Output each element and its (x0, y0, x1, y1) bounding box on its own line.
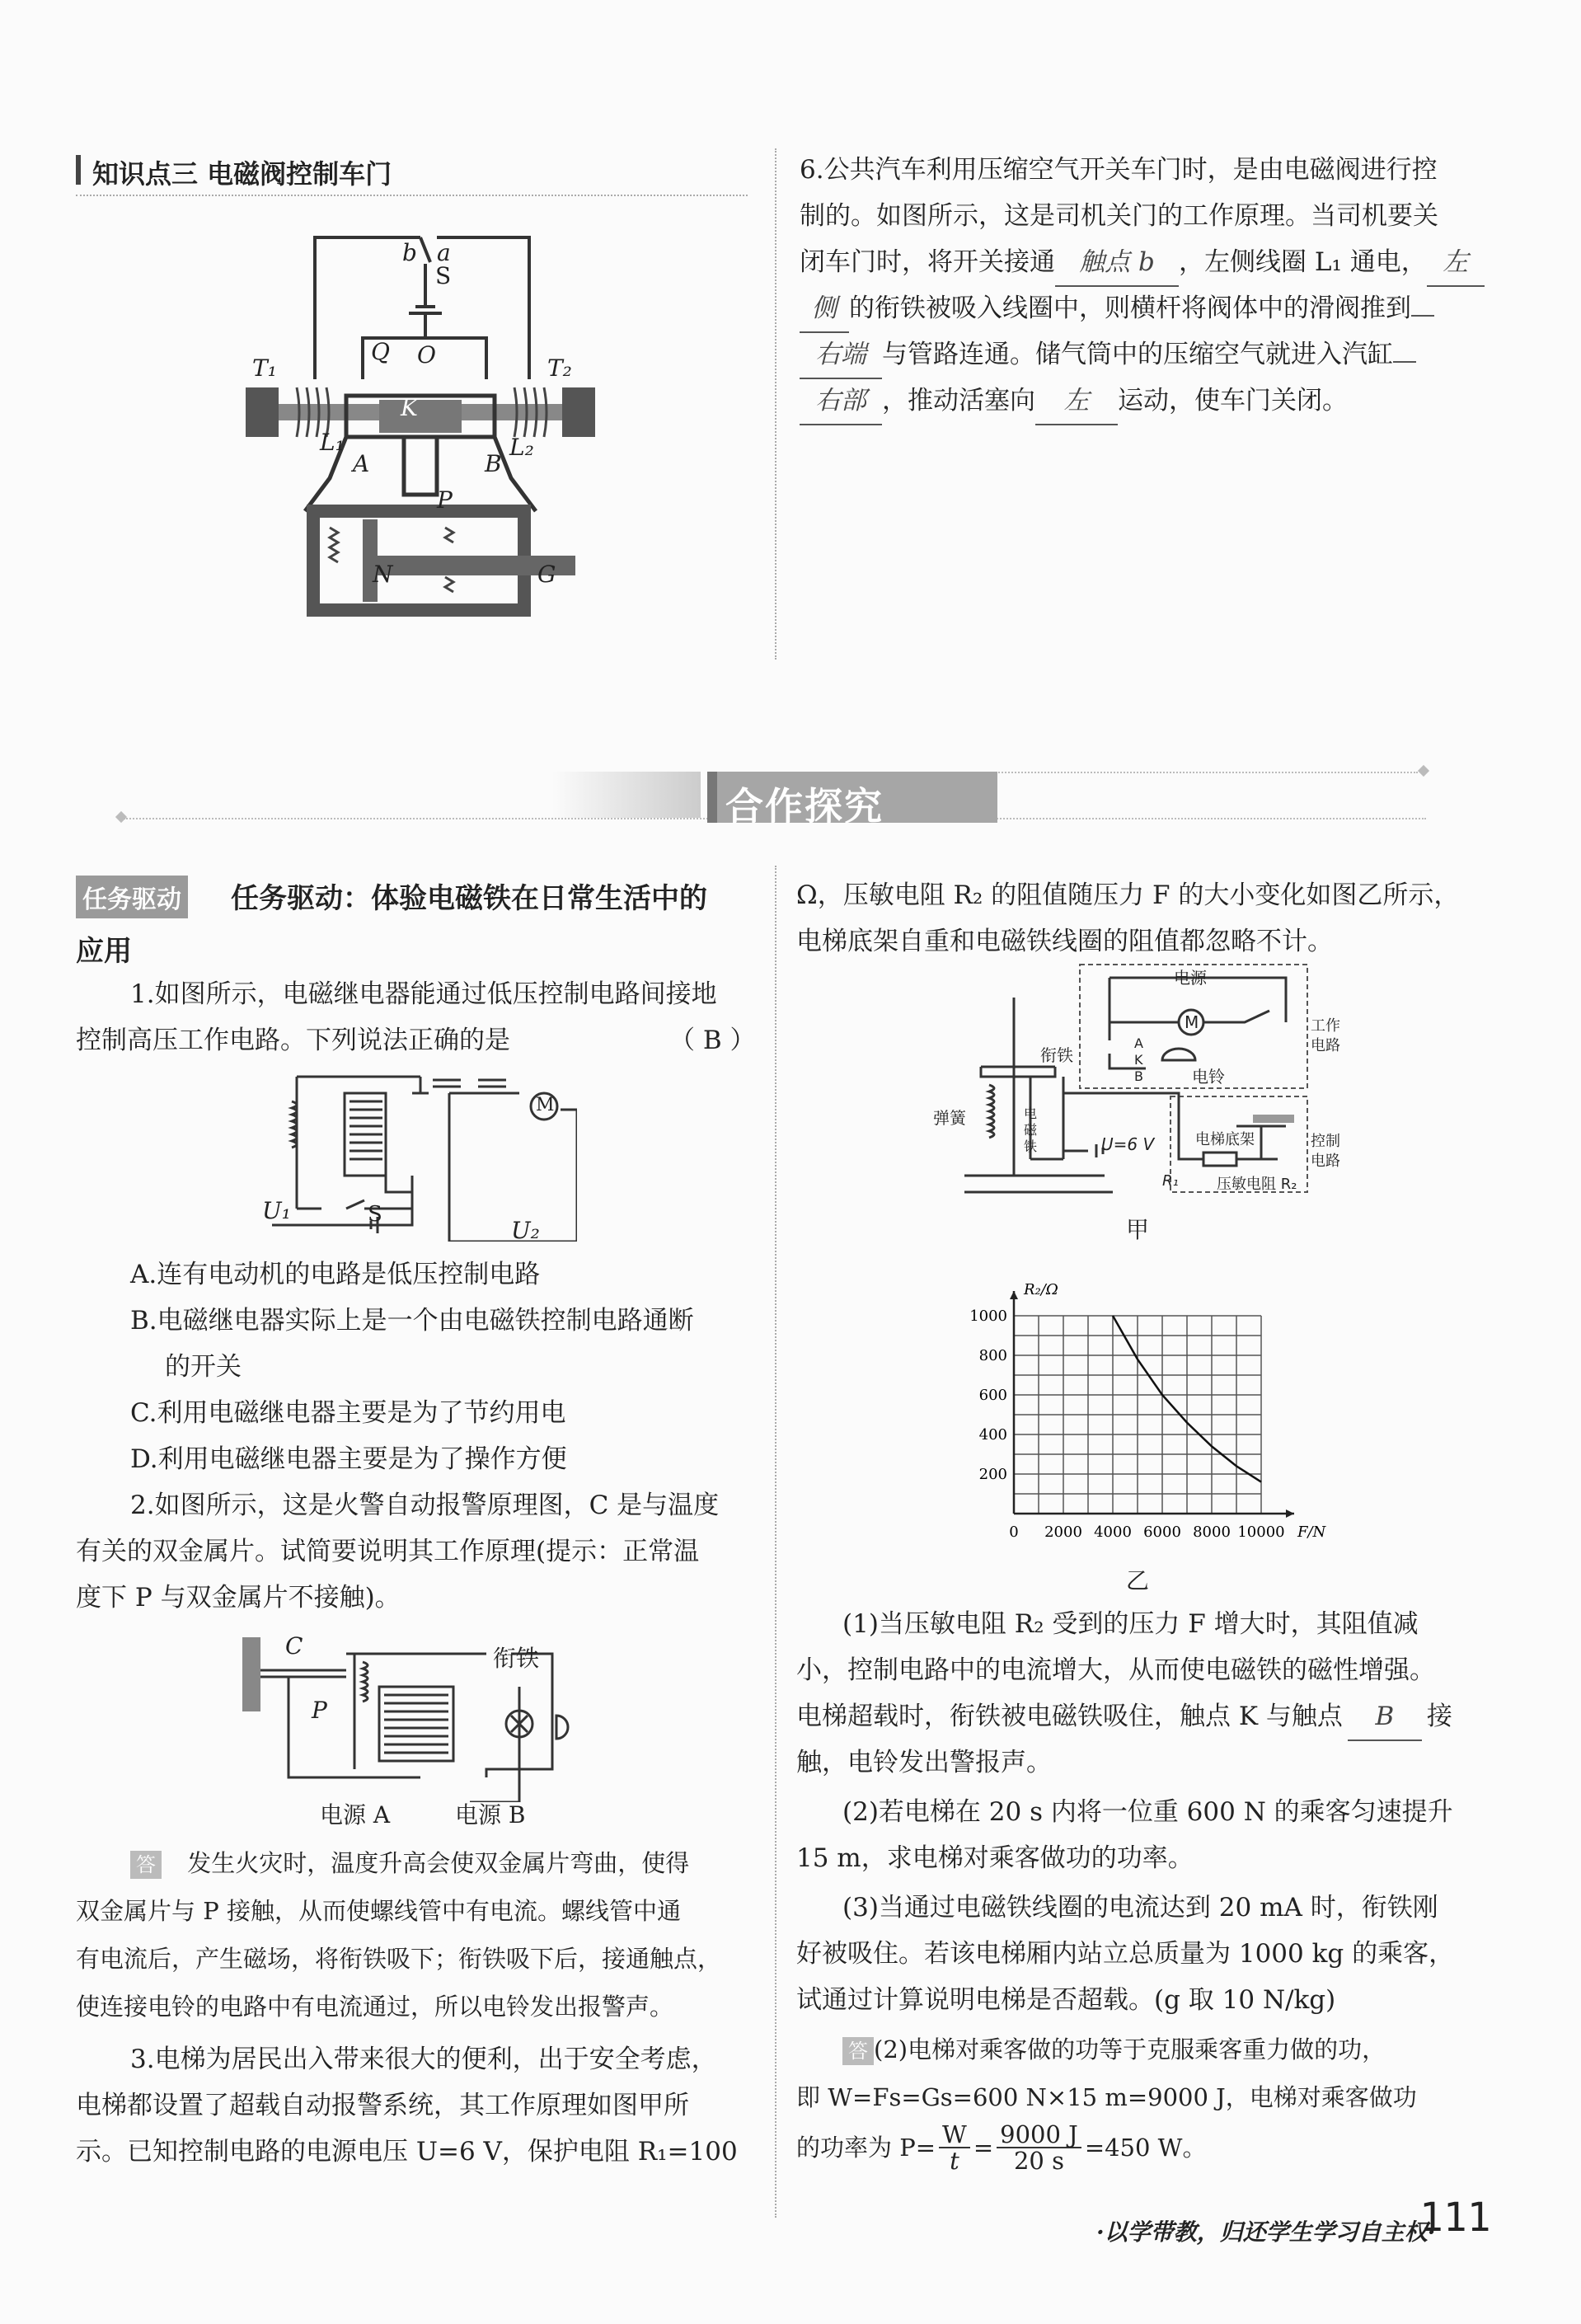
fig-label-b: b (402, 239, 417, 266)
chart-caption: 乙 (1126, 1567, 1150, 1594)
fig-label-t2: T₂ (547, 354, 572, 382)
fig-label-s: S (435, 262, 452, 289)
q3-right-line-2: 电梯底架自重和电磁铁线圈的阻值都忽略不计。 (796, 927, 1333, 956)
q3-p1-l3-post: 接 (1426, 1702, 1452, 1731)
jia-caption: 甲 (1126, 1216, 1150, 1243)
fig-label-b2: B (485, 450, 502, 477)
banner-diamond-right (1418, 765, 1429, 777)
q1-answer: （ B ） (669, 1026, 756, 1055)
q2-answer-text-1: 发生火灾时，温度升高会使双金属片弯曲，使得 (187, 1849, 690, 1877)
jia-magnet-3: 铁 (1024, 1139, 1038, 1154)
fig-label-a2: A (353, 450, 370, 477)
jia-power-label: 电源 (1174, 968, 1207, 988)
q3-p1-blank: B (1348, 1693, 1422, 1741)
q1-option-b: B.电磁继电器实际上是一个由电磁铁控制电路通断 (130, 1306, 694, 1336)
fraction-w-t-num: W (939, 2122, 970, 2148)
q2-answer-line-4: 使连接电铃的电路中有电流通过，所以电铃发出报警声。 (76, 1993, 674, 2021)
q3-answer-l3-pre: 的功率为 P= (796, 2133, 936, 2162)
fig-label-t1: T₁ (252, 354, 277, 382)
banner-diamond-left (115, 811, 127, 823)
jia-work-circuit-2: 电路 (1311, 1037, 1340, 1054)
q3-p3-line-1: (3)当通过电磁铁线圈的电流达到 20 mA 时，衔铁刚 (842, 1893, 1438, 1923)
jia-contact-b: B (1134, 1068, 1143, 1084)
jia-contact-k: K (1134, 1052, 1143, 1068)
fig-label-p: P (437, 486, 453, 514)
q3-answer-line-1 (842, 2026, 1386, 2073)
q6-l6-mid: ，推动活塞向 (882, 386, 1035, 416)
q1-line-2: 控制高压工作电路。下列说法正确的是 (76, 1026, 510, 1055)
q2-line-2: 有关的双金属片。试简要说明其工作原理(提示：正常温 (76, 1537, 700, 1566)
column-divider-top (775, 148, 776, 660)
fire-armature-label: 衔铁 (493, 1645, 540, 1672)
x-tick-label: 8000 (1193, 1524, 1231, 1541)
q3-p1-line-4: 触，电铃发出警报声。 (796, 1748, 1052, 1777)
answer-icon: 答 (842, 2037, 874, 2065)
q3-line-3: 示。已知控制电路的电源电压 U=6 V，保护电阻 R₁=100 (76, 2137, 738, 2167)
q3-p3-line-3: 试通过计算说明电梯是否超载。(g 取 10 N/kg) (796, 1985, 1336, 2015)
column-divider-bottom (775, 866, 776, 2218)
fig-label-k: K (401, 394, 418, 421)
jia-magnet-2: 磁 (1024, 1122, 1038, 1138)
x-tick-label: 4000 (1094, 1524, 1132, 1541)
resistance-force-chart (956, 1275, 1335, 1555)
fire-c-label: C (285, 1632, 303, 1660)
x-tick-label: 10000 (1237, 1524, 1285, 1541)
relay-motor-label: M (536, 1095, 555, 1115)
x-tick-label: 6000 (1143, 1524, 1181, 1541)
q6-l3-post: ，左侧线圈 L₁ 通电， (1179, 247, 1427, 277)
relay-u2-label: U₂ (511, 1217, 540, 1244)
q3-p1-line-2: 小，控制电路中的电流增大，从而使电磁铁的磁性增强。 (796, 1655, 1435, 1685)
q3-p2-line-2: 15 m，求电梯对乘客做功的功率。 (796, 1843, 1194, 1873)
task-title-2: 应用 (76, 935, 132, 968)
fraction-w-t (939, 2122, 970, 2173)
q3-answer-line-2: 即 W=Fs=Gs=600 N×15 m=9000 J，电梯对乘客做功 (796, 2083, 1417, 2111)
q6-line-1: 6.公共汽车利用压缩空气开关车门时，是由电磁阀进行控 (800, 155, 1438, 185)
fig-label-g: G (537, 561, 556, 588)
fire-p-label: P (312, 1697, 327, 1724)
fraction-w-t-den: t (950, 2147, 959, 2175)
jia-work-circuit-1: 工作 (1311, 1017, 1340, 1035)
section-underline (76, 195, 748, 196)
q6-blank-right-part: 右部 (800, 378, 882, 425)
q6-l5-post: 与管路连通。储气筒中的压缩空气就进入汽缸 (882, 340, 1393, 369)
fraction-values-den: 20 s (1013, 2147, 1064, 2175)
jia-magnet-1: 电 (1024, 1106, 1038, 1121)
elevator-circuit-figure (931, 961, 1311, 1197)
equals-sign: = (973, 2133, 994, 2162)
fig-label-n: N (373, 561, 393, 588)
q6-blank-contact: 触点 b (1055, 239, 1179, 287)
q6-blank-trail2 (1393, 361, 1416, 363)
q2-line-3: 度下 P 与双金属片不接触)。 (76, 1583, 401, 1613)
task-title-1: 任务驱动：体验电磁铁在日常生活中的 (231, 882, 707, 915)
q3-line-1: 3.电梯为居民出入带来很大的便利，出于安全考虑， (130, 2045, 717, 2074)
jia-r2-label: 压敏电阻 R₂ (1217, 1176, 1297, 1193)
fig-label-l2: L₂ (509, 434, 534, 461)
y-tick-label: 600 (978, 1387, 1007, 1404)
q3-p1-line-1: (1)当压敏电阻 R₂ 受到的压力 F 增大时，其阻值减 (842, 1609, 1419, 1639)
x-tick-label: 2000 (1044, 1524, 1082, 1541)
jia-base-label: 电梯底架 (1195, 1131, 1255, 1148)
q3-line-2: 电梯都设置了超载自动报警系统，其工作原理如图甲所 (76, 2091, 689, 2120)
q2-line-1: 2.如图所示，这是火警自动报警原理图，C 是与温度 (130, 1491, 720, 1520)
jia-r1-label: R₁ (1162, 1172, 1179, 1190)
q6-line-2: 制的。如图所示，这是司机关门的工作原理。当司机要关 (800, 201, 1438, 231)
q2-answer-line-3: 有电流后，产生磁场，将衔铁吸下；衔铁吸下后，接通触点， (76, 1945, 722, 1973)
answer-icon: 答 (130, 1851, 162, 1879)
q6-blank-trail (1411, 315, 1434, 317)
q3-p1-line-3 (796, 1693, 1452, 1741)
section-title: 知识点三 电磁阀控制车门 (92, 158, 392, 190)
x-axis-label: F/N (1297, 1524, 1326, 1541)
q1-option-c: C.利用电磁继电器主要是为了节约用电 (130, 1398, 566, 1428)
q6-l3-pre: 闭车门时，将开关接通 (800, 247, 1055, 277)
q1-line-1: 1.如图所示，电磁继电器能通过低压控制电路间接地 (130, 979, 717, 1009)
q3-answer-l3-post: =450 W。 (1084, 2133, 1207, 2162)
banner-title: 合作探究 (725, 784, 884, 829)
banner-rule-right (989, 772, 1418, 773)
y-tick-label: 200 (978, 1466, 1007, 1483)
y-axis-arrow (1010, 1291, 1018, 1299)
q3-p2-line-1: (2)若电梯在 20 s 内将一位重 600 N 的乘客匀速提升 (842, 1797, 1453, 1827)
banner-deco (552, 772, 701, 818)
fraction-values-num: 9000 J (997, 2122, 1081, 2148)
fig-label-a: a (437, 239, 451, 266)
page-number: 111 (1419, 2195, 1491, 2241)
jia-voltage-label: U=6 V (1101, 1134, 1155, 1154)
q2-answer-line-1 (130, 1840, 689, 1887)
q1-option-b-cont: 的开关 (165, 1352, 242, 1382)
fire-source-a: 电源 A (320, 1801, 391, 1829)
jia-ctrl-circuit-2: 电路 (1311, 1153, 1340, 1170)
q1-option-a: A.连有电动机的电路是低压控制电路 (130, 1260, 541, 1289)
relay-u1-label: U₁ (262, 1197, 291, 1224)
y-tick-label: 1000 (969, 1308, 1007, 1325)
q6-blank-side: 侧 (800, 285, 849, 333)
q3-answer-line-3 (796, 2122, 1207, 2173)
jia-armature-label: 衔铁 (1040, 1045, 1073, 1065)
relay-s-label: S (368, 1202, 382, 1227)
q6-blank-right-end: 右端 (800, 331, 882, 379)
x-axis-arrow (1286, 1509, 1294, 1518)
y-tick-label: 800 (978, 1347, 1007, 1364)
q6-l4-post: 的衔铁被吸入线圈中，则横杆将阀体中的滑阀推到 (849, 293, 1411, 323)
q6-blank-left: 左 (1427, 239, 1485, 287)
y-tick-label: 400 (978, 1426, 1007, 1444)
jia-motor-label: M (1185, 1012, 1199, 1032)
y-axis-label: R₂/Ω (1024, 1281, 1058, 1298)
q3-answer-text-1: (2)电梯对乘客做的功等于克服乘客重力做的功， (874, 2035, 1386, 2063)
q3-p3-line-2: 好被吸住。若该电梯厢内站立总质量为 1000 kg 的乘客， (796, 1939, 1455, 1969)
q6-l6-post: 运动，使车门关闭。 (1118, 386, 1348, 416)
q6-blank-dir: 左 (1035, 378, 1118, 425)
section-marker (76, 155, 81, 185)
jia-ctrl-circuit-1: 控制 (1311, 1133, 1340, 1150)
q2-answer-line-2: 双金属片与 P 接触，从而使螺线管中有电流。螺线管中通 (76, 1897, 681, 1925)
q6-line-5 (800, 331, 1416, 379)
q6-line-4 (800, 285, 1434, 333)
jia-contact-a: A (1134, 1035, 1143, 1051)
fraction-values (997, 2122, 1081, 2173)
q3-right-line-1: Ω，压敏电阻 R₂ 的阻值随压力 F 的大小变化如图乙所示， (796, 880, 1460, 910)
q6-line-3 (800, 239, 1485, 287)
fig-label-l1: L₁ (320, 429, 345, 456)
q1-option-d: D.利用电磁继电器主要是为了操作方便 (130, 1444, 567, 1474)
x-tick-label: 0 (1009, 1524, 1019, 1541)
footer-motto: ·以学带教，归还学生学习自主权· (1096, 2218, 1436, 2246)
fire-source-b: 电源 B (455, 1801, 526, 1829)
fig-label-q: Q (371, 338, 390, 365)
jia-bell-label: 电铃 (1192, 1067, 1225, 1087)
task-badge: 任务驱动 (76, 876, 188, 918)
relay-circuit-figure (272, 1068, 577, 1242)
jia-spring-label: 弹簧 (933, 1108, 966, 1128)
q3-p1-l3-pre: 电梯超载时，衔铁被电磁铁吸住，触点 K 与触点 (796, 1702, 1343, 1731)
fig-label-o: O (417, 341, 436, 369)
q6-line-6 (800, 378, 1348, 425)
